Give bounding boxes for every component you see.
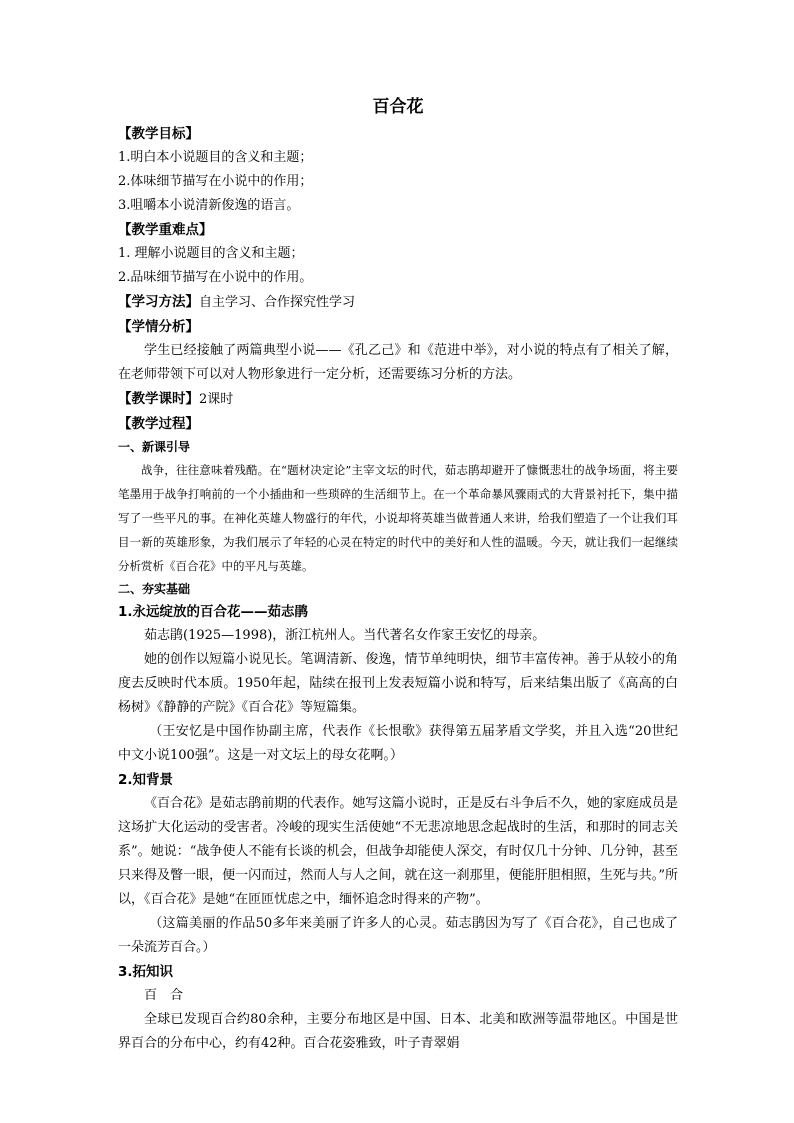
teaching-goal-item: 3.咀嚼本小说清新俊逸的语言。 <box>118 198 300 213</box>
process-heading: 【教学过程】 <box>118 416 199 432</box>
hours-row <box>118 387 678 412</box>
document-title: 百合花 <box>372 97 424 117</box>
part3-paragraph: 全球已发现百合约80余种，主要分布地区是中国、日本、北美和欧洲等温带地区。中国是世界百合的分布中心，约有42种。百合花姿雅致，叶子青翠娟 <box>118 1012 678 1051</box>
teaching-goal-item: 1.明白本小说题目的含义和主题； <box>118 150 313 165</box>
part1-note: （王安忆是中国作协副主席，代表作《长恨歌》获得第五届茅盾文学奖，并且入选“20世纪中文小说100强”。这是一对文坛上的母女花啊。） <box>118 724 678 763</box>
key-point-item: 2.品味细节描写在小说中的作用。 <box>118 270 313 285</box>
analysis-text: 学生已经接触了两篇典型小说——《孔乙己》和《范进中举》，对小说的特点有了相关了解，在老师带领下可以对人物形象进行一定分析，还需要练习分析的方法。 <box>118 343 678 382</box>
section1-text: 战争，往往意味着残酷。在“题材决定论”主宰文坛的时代，茹志鹃却避开了慷慨悲壮的战争场面，将主要笔墨用于战争打响前的一个小插曲和一些琐碎的生活细节上。在一个革命暴风骤雨式的大背景衬托下，集中描写了一些平凡的事。在神化英雄人物盛行的年代，小说却将英雄当做普通人来讲，给我们塑造了一个让我们耳目一新的英雄形象，为我们展示了年轻的心灵在特定的时代中的美好和人性的温暖。今天，就让我们一起继续分析赏析《百合花》中的平凡与英雄。 <box>118 463 678 573</box>
part3-heading: 3.拓知识 <box>118 964 174 980</box>
part2-heading: 2.知背景 <box>118 772 174 788</box>
part2-paragraph: 《百合花》是茹志鹃前期的代表作。她写这篇小说时，正是反右斗争后不久，她的家庭成员是这场扩大化运动的受害者。冷峻的现实生活使她“不无悲凉地思念起战时的生活，和那时的同志关系”。她说：“战争使人不能有长谈的机会，但战争却能使人深交，有时仅几十分钟、几分钟，甚至只来得及瞥一眼，便一闪而过，然而人与人之间，就在这一刹那里，便能肝胆相照，生死与共。”所以，《百合花》是她“在匝匝忧虑之中，缅怀追念时得来的产物”。 <box>118 796 678 907</box>
hours-text: 2课时 <box>199 392 234 407</box>
teaching-goal-item: 2.体味细节描写在小说中的作用； <box>118 174 313 189</box>
part1-heading: 1.永远绽放的百合花——茹志鹃 <box>118 604 309 620</box>
analysis-heading: 【学情分析】 <box>118 319 199 335</box>
document-page <box>118 96 678 1056</box>
section2-heading: 二、夯实基础 <box>118 582 191 596</box>
hours-heading: 【教学课时】 <box>118 391 199 407</box>
section1-heading: 一、新课引导 <box>118 440 191 454</box>
part1-paragraph: 她的创作以短篇小说见长。笔调清新、俊逸，情节单纯明快，细节丰富传神。善于从较小的角度去反映时代本质。1950年起，陆续在报刊上发表短篇小说和特写，后来结集出版了《高高的白杨树》《静静的产院》《百合花》等短篇集。 <box>118 652 678 715</box>
part3-subtitle: 百 合 <box>144 988 184 1003</box>
key-point-item: 1. 理解小说题目的含义和主题； <box>118 246 304 261</box>
method-row <box>118 290 678 315</box>
method-heading: 【学习方法】 <box>118 294 199 310</box>
part2-note: （这篇美丽的作品50多年来美丽了许多人的心灵。茹志鹃因为写了《百合花》，自己也成了一朵流芳百合。） <box>118 916 678 955</box>
method-text: 自主学习、合作探究性学习 <box>199 295 356 310</box>
part1-paragraph: 茹志鹃(1925—1998)，浙江杭州人。当代著名女作家王安忆的母亲。 <box>144 628 546 643</box>
key-points-heading: 【教学重难点】 <box>118 222 213 238</box>
teaching-goals-heading: 【教学目标】 <box>118 126 199 142</box>
